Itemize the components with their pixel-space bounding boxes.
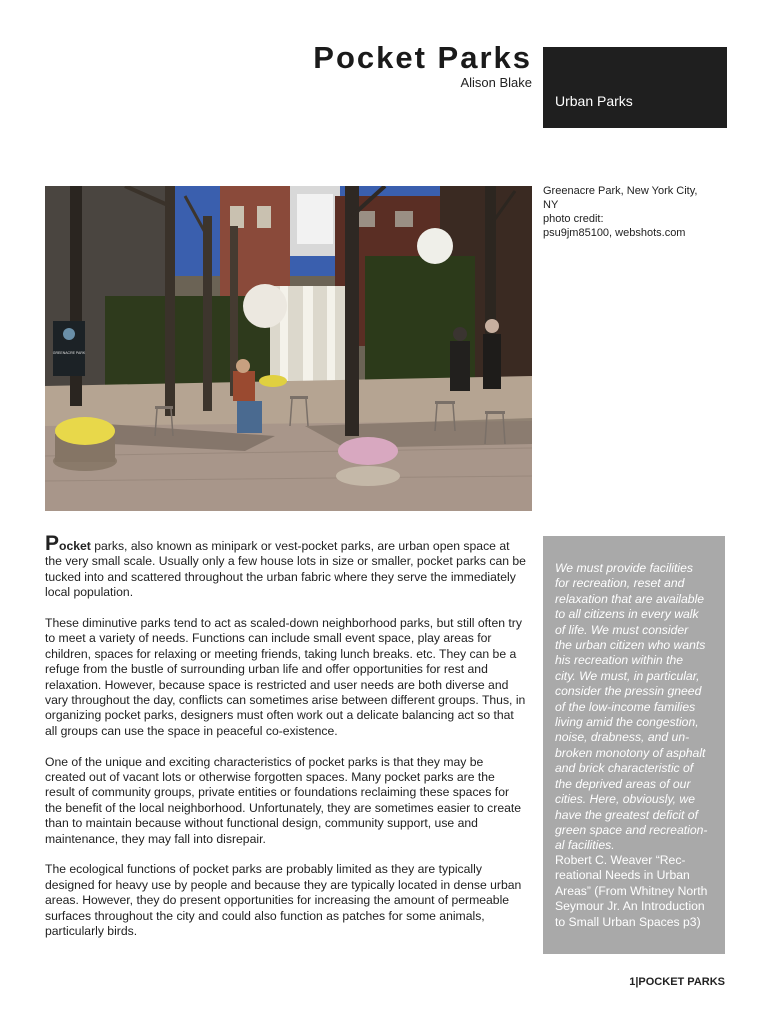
sidebar-quote (543, 536, 725, 954)
park-photo-illustration (45, 186, 532, 511)
drop-cap: P (45, 532, 60, 555)
quote-line: the deprived areas of our (555, 776, 691, 791)
author-name: Alison Blake (460, 75, 532, 90)
quote-line: noise, drabness, and un- (555, 730, 690, 745)
page-title: Pocket Parks (313, 40, 532, 75)
quote-line: have the greatest deficit of (555, 807, 698, 822)
section-label: Urban Parks (555, 93, 633, 109)
quote-line: and brick characteristic of (555, 761, 694, 776)
attribution-line: Robert C. Weaver “Rec- (555, 853, 686, 867)
quote-line: the urban citizen who wants (555, 638, 706, 653)
park-photo (45, 186, 532, 511)
article-paragraph (45, 532, 527, 601)
photo-caption (543, 184, 723, 240)
quote-line: green space and recreation- (555, 822, 708, 837)
quote-line: city. We must, in particular, (555, 668, 700, 683)
quote-line: of life. We must consider (555, 622, 689, 637)
quote-line: of the low-income families (555, 699, 696, 714)
caption-line: NY (543, 199, 559, 211)
quote-line: consider the pressin gneed (555, 684, 702, 699)
paragraph-text: parks, also known as minipark or vest-pocket parks, are urban open space at the very small scale. Usually only a few house lots in size or smaller, pocket parks can be tucked into and scattered throughout the urban fabric where they serve the immediately local population. (45, 539, 526, 600)
article-body (45, 532, 527, 955)
article-paragraph: These diminutive parks tend to act as scaled-down neighborhood parks, but still often try to meet a variety of needs. Functions can include small event space, play areas for children, spaces for relaxing or meeting friends, taking lunch breaks. etc. They can be a refuge from the bustle of surrounding urban life and offer opportunities for rest and relaxation. However, because space is restricted and user needs are both diverse and vary throughout the day, conflicts can sometimes arise between different groups. Thus, in organizing pocket parks, designers must often work out a delicate balancing act so that all groups can use the space in peaceful co-existence. (45, 616, 526, 738)
article-paragraph: One of the unique and exciting characteristics of pocket parks is that they may be created out of vacant lots or otherwise forgotten spaces. Many pocket parks are the result of community groups, private entities or foundations reclaiming these spaces for the benefit of the local neighborhood. Unfortunately, they are sometimes easier to create than to maintain because without functional design, community support, use and maintenance, they may fall into disrepair. (45, 754, 522, 846)
quote-attribution (555, 853, 719, 930)
caption-line: Greenacre Park, New York City, (543, 185, 698, 197)
quote-line: broken monotony of asphalt (555, 745, 706, 760)
article-paragraph: The ecological functions of pocket parks are probably limited as they are typically designed for heavy use by people and because they are typically located in dense urban areas. However, they do present opportunities for increasing the amount of permeable surfaces throughout the city and could also function as patches for some animals, particularly birds. (45, 862, 522, 939)
quote-line: cities. Here, obviously, we (555, 792, 695, 807)
quote-line: al facilities. (555, 838, 615, 853)
page-footer: 1|POCKET PARKS (629, 976, 725, 988)
attribution-line: to Small Urban Spaces p3) (555, 914, 701, 929)
attribution-line: Seymour Jr. An Introduction (555, 899, 705, 914)
caption-line: photo credit: (543, 213, 604, 225)
attribution-line: Areas” (From Whitney North (555, 883, 708, 898)
attribution-line: reational Needs in Urban (555, 868, 690, 883)
quote-text (555, 561, 719, 854)
section-header-box (543, 47, 727, 128)
quote-line: living amid the congestion, (555, 715, 699, 730)
quote-line: relaxation that are available (555, 591, 705, 606)
quote-line: for recreation, reset and (555, 576, 685, 591)
quote-line: his recreation within the (555, 653, 684, 668)
quote-line: to all citizens in every walk (555, 607, 699, 622)
quote-line: We must provide facilities (555, 561, 693, 575)
photo-sign-text: GREENACRE PARK (52, 351, 86, 355)
lead-in: ocket (59, 539, 91, 553)
caption-line: psu9jm85100, webshots.com (543, 227, 686, 239)
